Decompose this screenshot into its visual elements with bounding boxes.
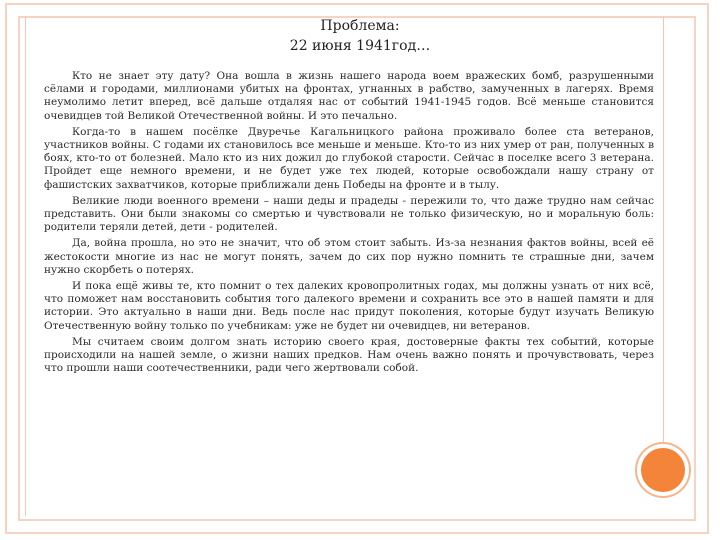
decorative-orange-circle bbox=[641, 448, 685, 492]
title-line-2: 22 июня 1941год… bbox=[289, 38, 431, 54]
paragraph-5: И пока ещё живы те, кто помнит о тех далеких кровопролитных годах, мы должны узнать от них всё, что поможет нам восстановить события того далекого времени и сохранить все это в нашей памяти и для истории. Это актуально в наши дни. Ведь после нас придут поколения, которые будут изучать Великую Отечественную войну только по учебникам: уже не будет ни очевидцев, ни ветеранов. bbox=[44, 280, 654, 332]
paragraph-1: Кто не знает эту дату? Она вошла в жизнь нашего народа воем вражеских бомб, разрушенными сёлами и городами, миллионами убитых на фронтах, угнанных в рабство, замученных в лагерях. Время неумолимо летит вперед, всё дальше отдаляя нас от событий 1941-1945 годов. Всё меньше становится очевидцев той Великой Отечественной войны. И это печально. bbox=[44, 70, 654, 122]
title-line-1: Проблема: bbox=[320, 18, 400, 34]
paragraph-2: Когда-то в нашем посёлке Двуречье Кагальницкого района проживало более ста ветеранов, участников войны. С годами их становилось все меньше и меньше. Кто-то из них умер от ран, полученных в боях, кто-то от болезней. Мало кто из них дожил до глубокой старости. Сейчас в поселке всего 3 ветерана. Пройдет еще немного времени, и не будет уже тех людей, которые освобождали нашу страну от фашистских захватчиков, которые приближали день Победы на фронте и в тылу. bbox=[44, 125, 654, 191]
paragraph-4: Да, война прошла, но это не значит, что об этом стоит забыть. Из-за незнания фактов войны, всей её жестокости многие из нас не могут понять, зачем до сих пор нужно помнить те страшные дни, зачем нужно скорбеть о потерях. bbox=[44, 237, 654, 276]
body-text bbox=[44, 70, 654, 378]
slide-title bbox=[0, 16, 720, 56]
paragraph-3: Великие люди военного времени – наши деды и прадеды - пережили то, что даже трудно нам сейчас представить. Они были знакомы со смертью и чувствовали не только физическую, но и моральную боль: родители теряли детей, дети - родителей. bbox=[44, 194, 654, 234]
paragraph-6: Мы считаем своим долгом знать историю своего края, достоверные факты тех событий, которые происходили на нашей земле, о жизни наших предков. Нам очень важно понять и прочувствовать, через что прошли наши соотечественники, ради чего жертвовали собой. bbox=[44, 335, 654, 375]
right-decorative-rule bbox=[663, 16, 664, 446]
left-decorative-rule bbox=[25, 16, 26, 516]
